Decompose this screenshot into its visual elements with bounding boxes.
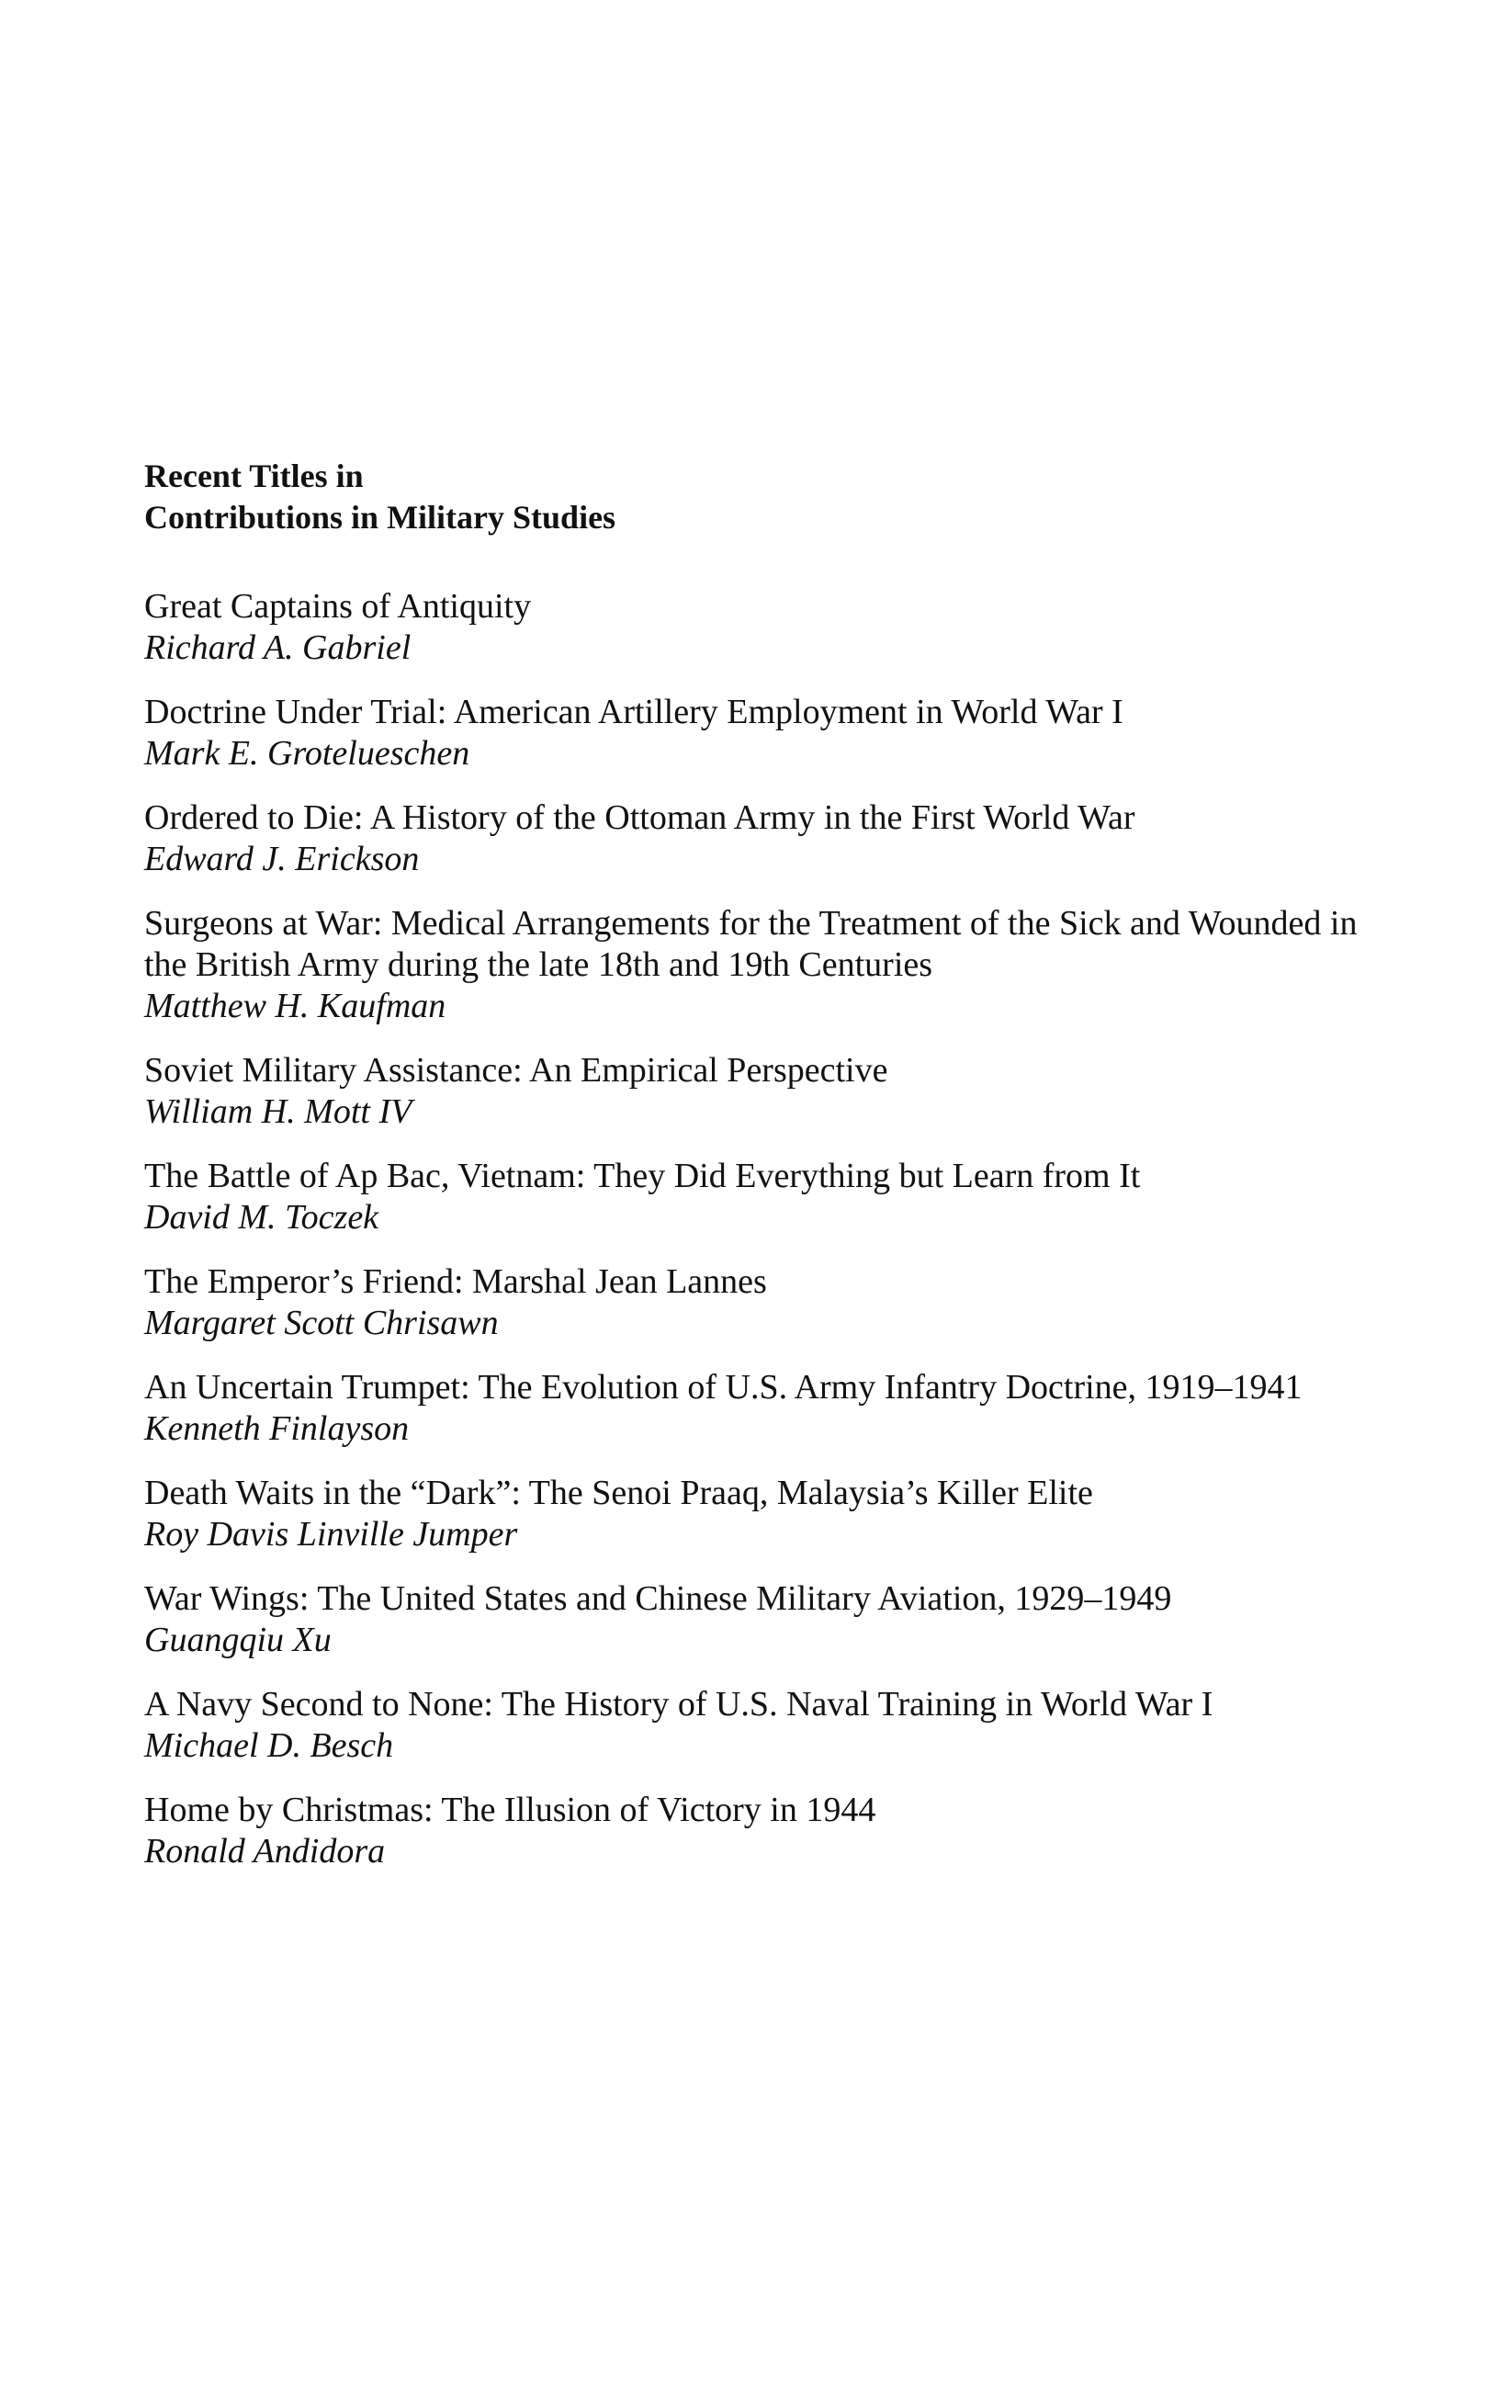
book-title: Surgeons at War: Medical Arrangements for the Treatment of the Sick and Wounded in the British Army during the late 18th and 19th Centuries [144,904,1358,984]
list-item [144,1050,1375,1133]
book-title: An Uncertain Trumpet: The Evolution of U.S. Army Infantry Doctrine, 1919–1941 [144,1368,1303,1407]
series-header-line-2: Contributions in Military Studies [144,499,616,536]
list-item [144,1790,1375,1872]
series-header [144,456,1375,538]
book-author: Mark E. Grotelueschen [144,734,470,773]
book-title: A Navy Second to None: The History of U.S. Naval Training in World War I [144,1685,1213,1724]
list-item [144,1367,1375,1450]
book-author: Michael D. Besch [144,1726,394,1765]
list-item [144,1156,1375,1238]
book-title: Doctrine Under Trial: American Artillery Employment in World War I [144,693,1123,731]
book-title: Ordered to Die: A History of the Ottoman Army in the First World War [144,798,1135,837]
book-title: Home by Christmas: The Illusion of Victory in 1944 [144,1791,876,1829]
book-title: The Battle of Ap Bac, Vietnam: They Did Everything but Learn from It [144,1157,1141,1195]
list-item [144,903,1375,1027]
series-list-block [144,456,1375,1895]
title-list [144,586,1375,1872]
book-author: Matthew H. Kaufman [144,987,446,1025]
series-header-line-1: Recent Titles in [144,458,364,494]
list-item [144,1473,1375,1555]
list-item [144,692,1375,774]
list-item [144,1578,1375,1661]
book-author: Richard A. Gabriel [144,628,412,667]
book-title: The Emperor’s Friend: Marshal Jean Lannes [144,1262,767,1301]
book-author: Edward J. Erickson [144,840,420,878]
list-item [144,1261,1375,1344]
book-title: War Wings: The United States and Chinese Military Aviation, 1929–1949 [144,1579,1172,1618]
book-author: Guangqiu Xu [144,1621,332,1659]
book-author: Margaret Scott Chrisawn [144,1304,499,1342]
list-item [144,1684,1375,1767]
list-item [144,797,1375,880]
book-author: Roy Davis Linville Jumper [144,1515,518,1554]
book-title: Death Waits in the “Dark”: The Senoi Praaq, Malaysia’s Killer Elite [144,1474,1093,1512]
list-item [144,586,1375,669]
book-author: William H. Mott IV [144,1092,412,1131]
book-title: Great Captains of Antiquity [144,587,532,626]
book-author: Kenneth Finlayson [144,1409,410,1448]
book-author: Ronald Andidora [144,1832,386,1871]
book-author: David M. Toczek [144,1198,379,1237]
book-title: Soviet Military Assistance: An Empirical Perspective [144,1051,888,1090]
